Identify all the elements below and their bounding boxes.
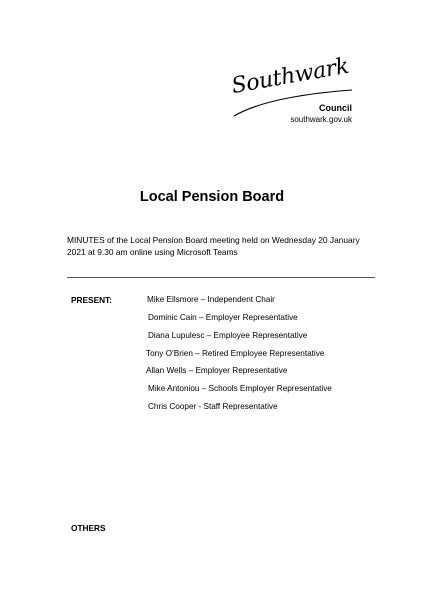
minutes-intro: MINUTES of the Local Pension Board meeting held on Wednesday 20 January 2021 at 9.30 am online using Microsoft Teams — [67, 235, 360, 257]
horizontal-rule — [67, 277, 375, 278]
others-label: OTHERS — [71, 523, 106, 533]
document-title: Local Pension Board — [139, 189, 285, 205]
attendee-item: Dominic Cain – Employer Representative — [148, 313, 298, 322]
attendee-item: Mike Ellsmore – Independent Chair — [147, 295, 275, 304]
attendee-item: Diana Lupulesc – Employee Representative — [148, 331, 308, 340]
logo-wordmark: Southwark — [229, 53, 351, 99]
attendee-item: Mike Antoniou – Schools Employer Representative — [148, 384, 332, 393]
present-label: PRESENT: — [71, 295, 113, 305]
attendee-item: Tony O’Brien – Retired Employee Representative — [146, 349, 325, 358]
southwark-council-logo — [228, 53, 358, 132]
logo-council-text: Council — [319, 103, 352, 113]
attendee-item: Chris Cooper - Staff Representative — [148, 402, 278, 411]
attendee-item: Allan Wells – Employer Representative — [146, 366, 288, 375]
logo-url-text: southwark.gov.uk — [290, 115, 352, 124]
